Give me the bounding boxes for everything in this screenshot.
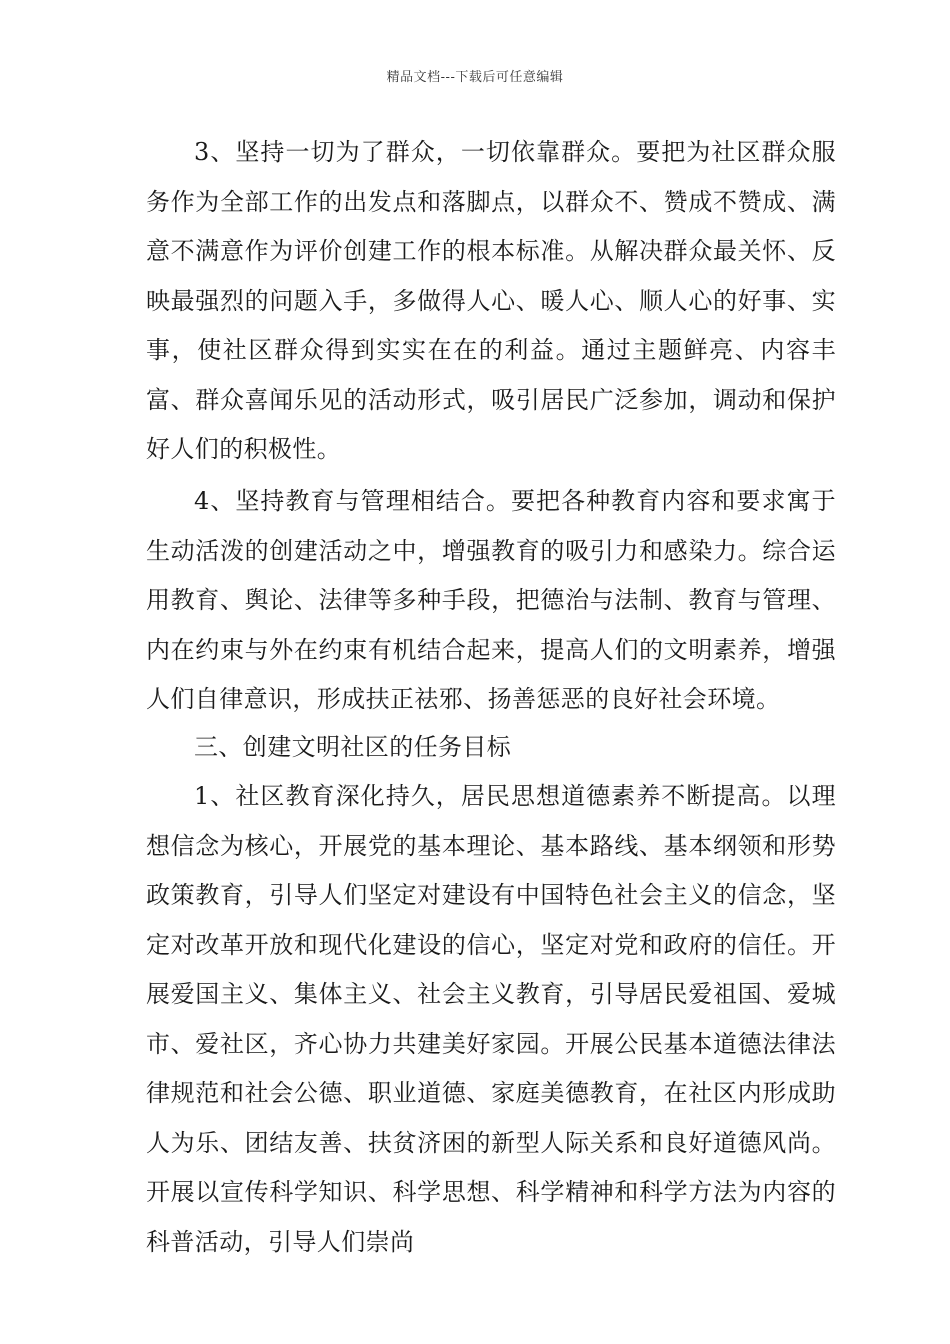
paragraph-principle-4: 4、坚持教育与管理相结合。要把各种教育内容和要求寓于生动活泼的创建活动之中，增强教育的吸引力和感染力。综合运用教育、舆论、法律等多种手段，把德治与法制、教育与管理、内在约束与外在约束有机结合起来，提高人们的文明素养，增强人们自律意识，形成扶正祛邪、扬善惩恶的良好社会环境。 xyxy=(146,487,836,713)
section-heading-task-goals: 三、创建文明社区的任务目标 xyxy=(194,733,512,761)
paragraph-principle-3: 3、坚持一切为了群众，一切依靠群众。要把为社区群众服务作为全部工作的出发点和落脚点，以群众不、赞成不赞成、满意不满意作为评价创建工作的根本标准。从解决群众最关怀、反映最强烈的问题入手，多做得人心、暖人心、顺人心的好事、实事，使社区群众得到实实在在的利益。通过主题鲜亮、内容丰富、群众喜闻乐见的活动形式，吸引居民广泛参加，调动和保护好人们的积极性。 xyxy=(146,138,836,463)
page-header: 精品文档---下载后可任意编辑 xyxy=(386,70,564,85)
paragraph-goal-1: 1、社区教育深化持久，居民思想道德素养不断提高。以理想信念为核心，开展党的基本理论、基本路线、基本纲领和形势政策教育，引导人们坚定对建设有中国特色社会主义的信念，坚定对改革开放和现代化建设的信心，坚定对党和政府的信任。开展爱国主义、集体主义、社会主义教育，引导居民爱祖国、爱城市、爱社区，齐心协力共建美好家园。开展公民基本道德法律法律规范和社会公德、职业道德、家庭美德教育，在社区内形成助人为乐、团结友善、扶贫济困的新型人际关系和良好道德风尚。开展以宣传科学知识、科学思想、科学精神和科学方法为内容的科普活动，引导人们崇尚 xyxy=(146,782,836,1256)
